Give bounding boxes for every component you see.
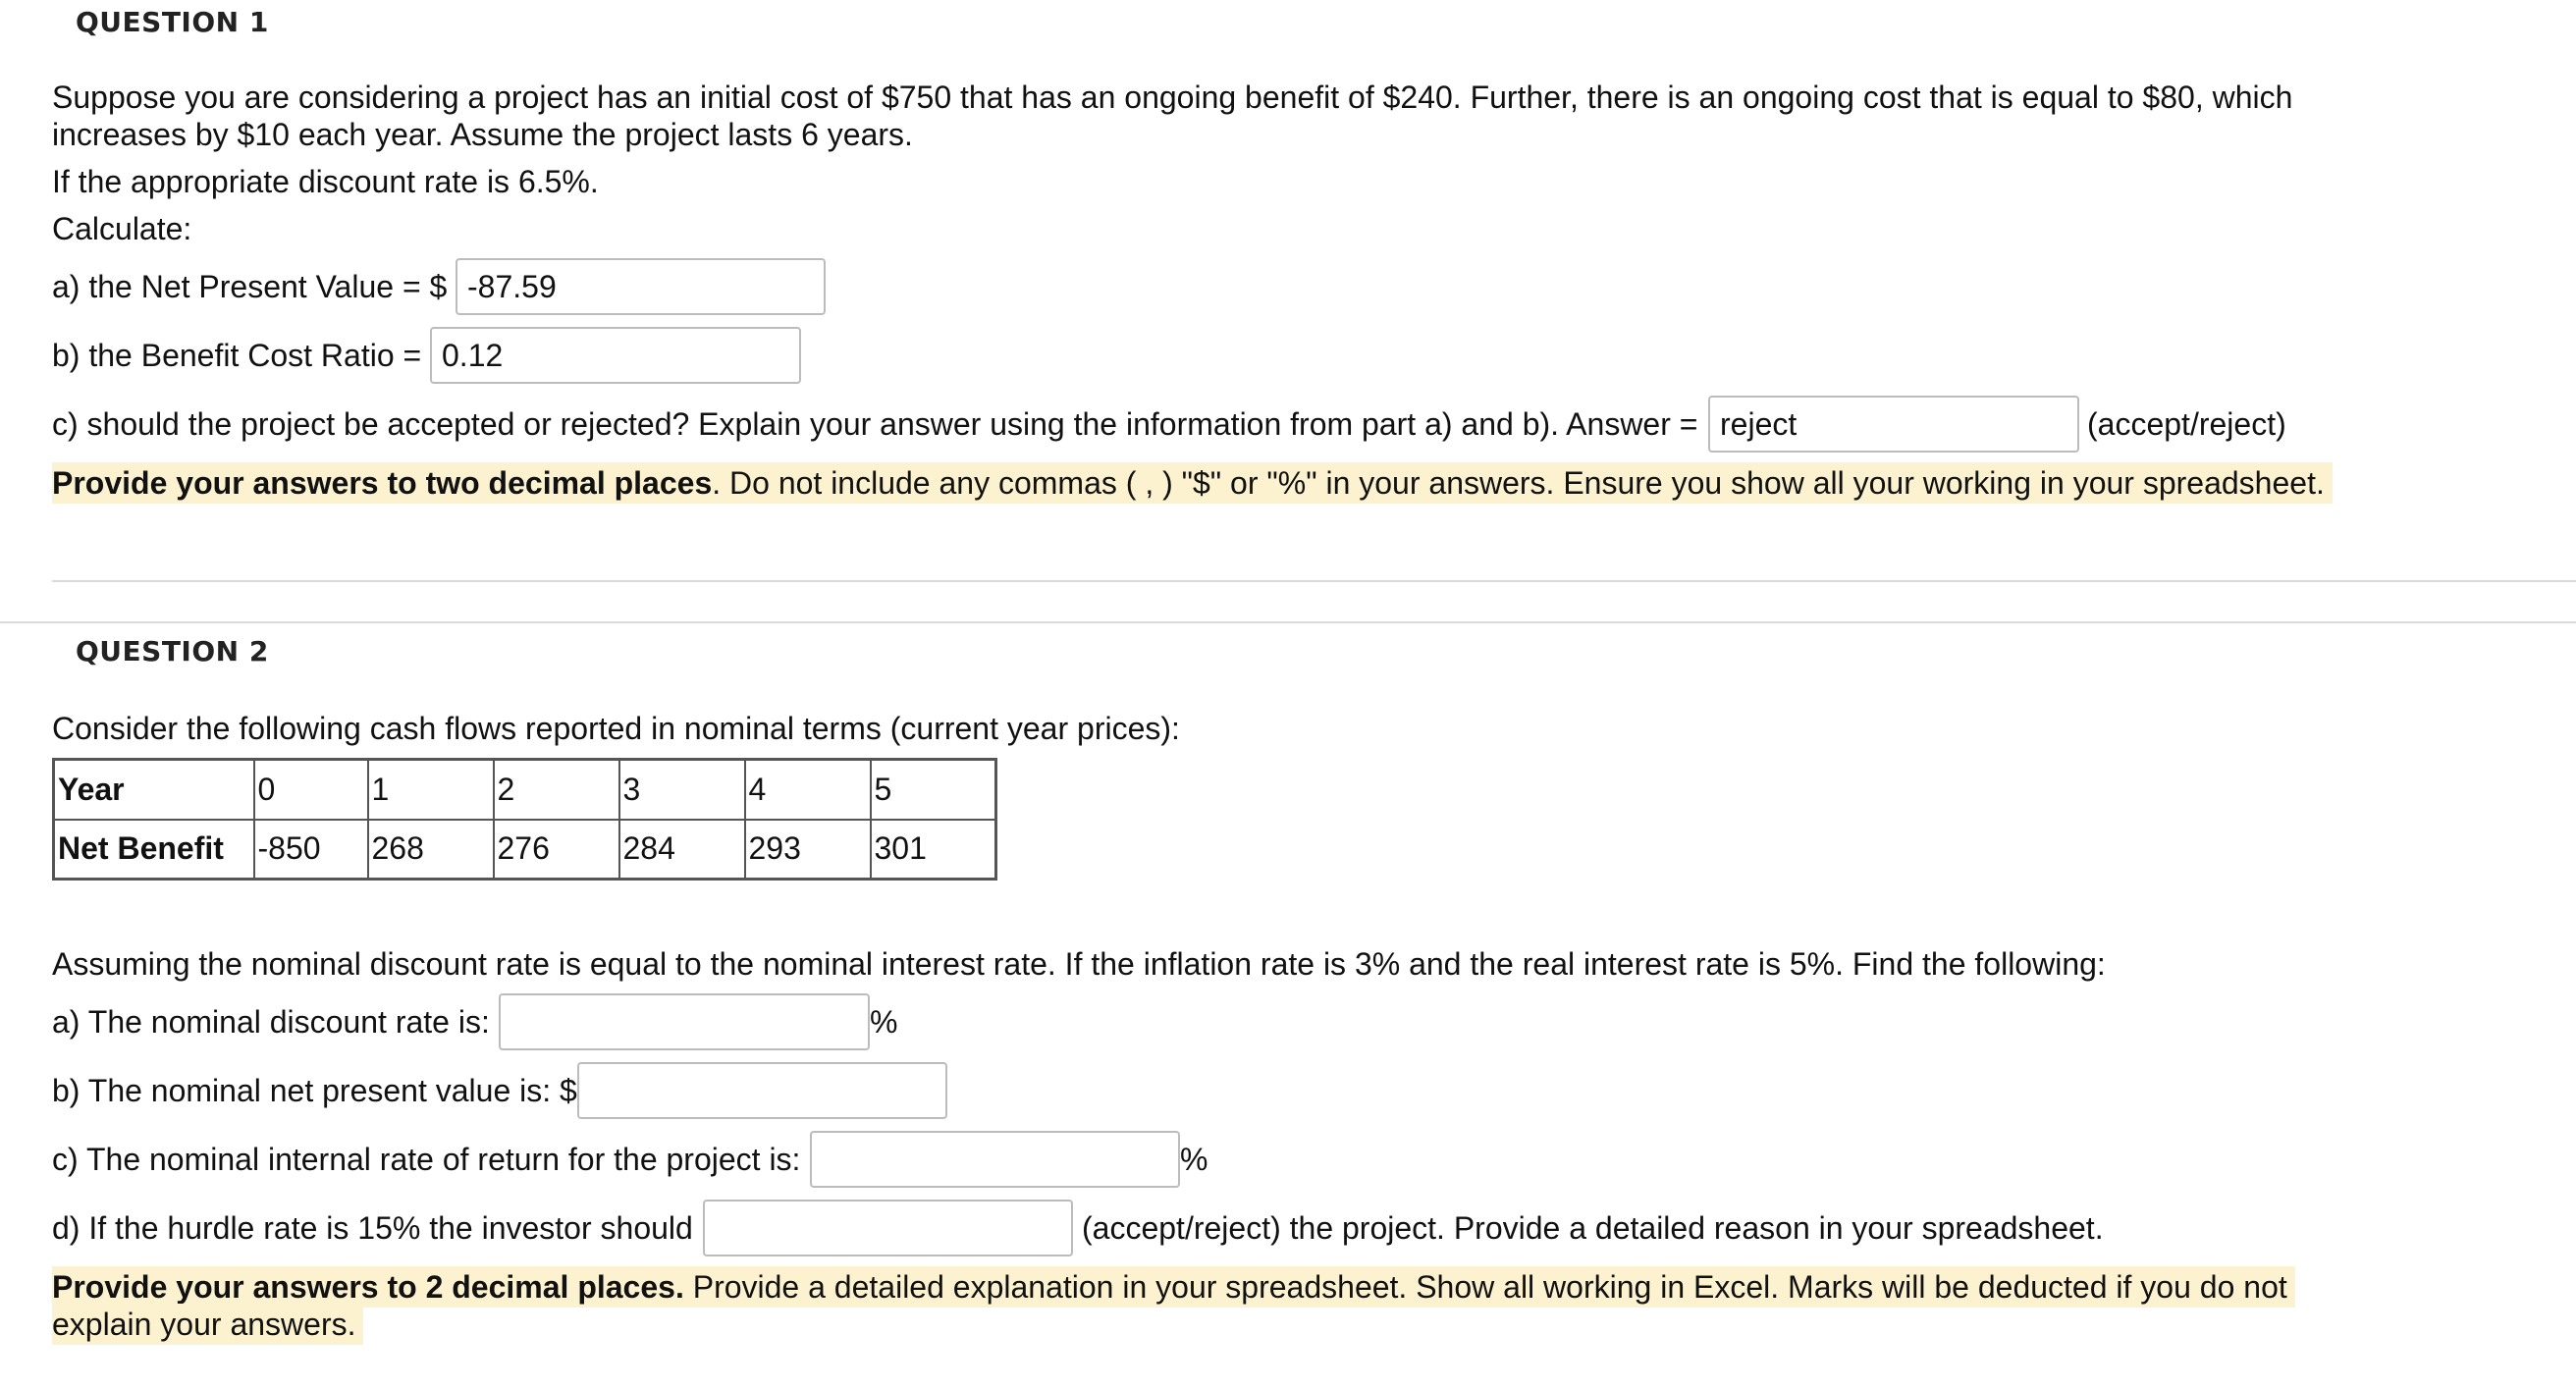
hurdle-rate-label: d) If the hurdle rate is 15% the investor should	[52, 1210, 693, 1246]
section-divider-inner	[52, 580, 2576, 582]
question-2-intro: Consider the following cash flows reported in nominal terms (current year prices):	[52, 711, 1180, 746]
nominal-discount-rate-label: a) The nominal discount rate is:	[52, 1004, 490, 1040]
table-cell-year: 3	[619, 760, 745, 820]
bcr-label: b) the Benefit Cost Ratio =	[52, 338, 422, 373]
table-cell-year: 5	[871, 760, 996, 820]
table-cell-benefit: -850	[254, 820, 368, 880]
table-cell-year: 1	[368, 760, 494, 820]
question-2-instructions	[52, 1268, 2349, 1343]
table-row-net-benefit	[54, 820, 996, 880]
nominal-irr-label: c) The nominal internal rate of return for the project is:	[52, 1142, 801, 1177]
table-cell-year: 4	[745, 760, 871, 820]
table-row-year	[54, 760, 996, 820]
table-cell-benefit: 284	[619, 820, 745, 880]
hurdle-decision-hint: (accept/reject) the project. Provide a detailed reason in your spreadsheet.	[1082, 1210, 2104, 1246]
percent-unit: %	[870, 1004, 898, 1040]
bcr-input[interactable]	[430, 327, 801, 384]
table-header-year: Year	[54, 760, 254, 820]
table-cell-year: 2	[494, 760, 619, 820]
npv-label: a) the Net Present Value = $	[52, 269, 448, 304]
nominal-discount-rate-input[interactable]	[499, 993, 870, 1050]
question-2-title: QUESTION 2	[76, 635, 269, 668]
section-divider-outer	[0, 621, 2576, 623]
instructions-text: . Do not include any commas ( , ) "$" or "%" in your answers. Ensure you show all your working in your spreadsheet.	[712, 465, 2325, 501]
npv-input[interactable]	[456, 258, 826, 315]
question-1-intro: Suppose you are considering a project has an initial cost of $750 that has an ongoing benefit of $240. Further, there is an ongoing cost that is equal to $80, which increases by $10 each year. Assume the project lasts 6 years.	[52, 80, 2293, 152]
nominal-npv-input[interactable]	[577, 1062, 947, 1119]
instructions-text: Provide a detailed explanation in your spreadsheet. Show all working in Excel. Marks will be deducted if you do not explain your answers.	[52, 1269, 2287, 1342]
accept-reject-hint: (accept/reject)	[2087, 406, 2286, 442]
discount-rate-text: If the appropriate discount rate is 6.5%.	[52, 164, 599, 199]
calculate-label: Calculate:	[52, 211, 192, 246]
table-cell-benefit: 276	[494, 820, 619, 880]
table-cell-benefit: 268	[368, 820, 494, 880]
assumption-text: Assuming the nominal discount rate is equal to the nominal interest rate. If the inflation rate is 3% and the real interest rate is 5%. Find the following:	[52, 946, 2106, 982]
instructions-bold-text: Provide your answers to two decimal places	[52, 465, 713, 501]
question-1-title: QUESTION 1	[76, 6, 269, 38]
instructions-bold-text: Provide your answers to 2 decimal places.	[52, 1269, 684, 1305]
nominal-npv-label: b) The nominal net present value is: $	[52, 1073, 577, 1108]
accept-reject-input[interactable]	[1708, 396, 2079, 453]
cash-flow-table	[52, 758, 997, 881]
percent-unit: %	[1180, 1142, 1208, 1177]
table-cell-year: 0	[254, 760, 368, 820]
table-cell-benefit: 293	[745, 820, 871, 880]
hurdle-decision-input[interactable]	[703, 1200, 1073, 1256]
accept-reject-label: c) should the project be accepted or rejected? Explain your answer using the information from part a) and b). Answer =	[52, 406, 1698, 442]
table-header-net-benefit: Net Benefit	[54, 820, 254, 880]
nominal-irr-input[interactable]	[810, 1131, 1180, 1188]
question-1-instructions	[52, 464, 2333, 502]
table-cell-benefit: 301	[871, 820, 996, 880]
